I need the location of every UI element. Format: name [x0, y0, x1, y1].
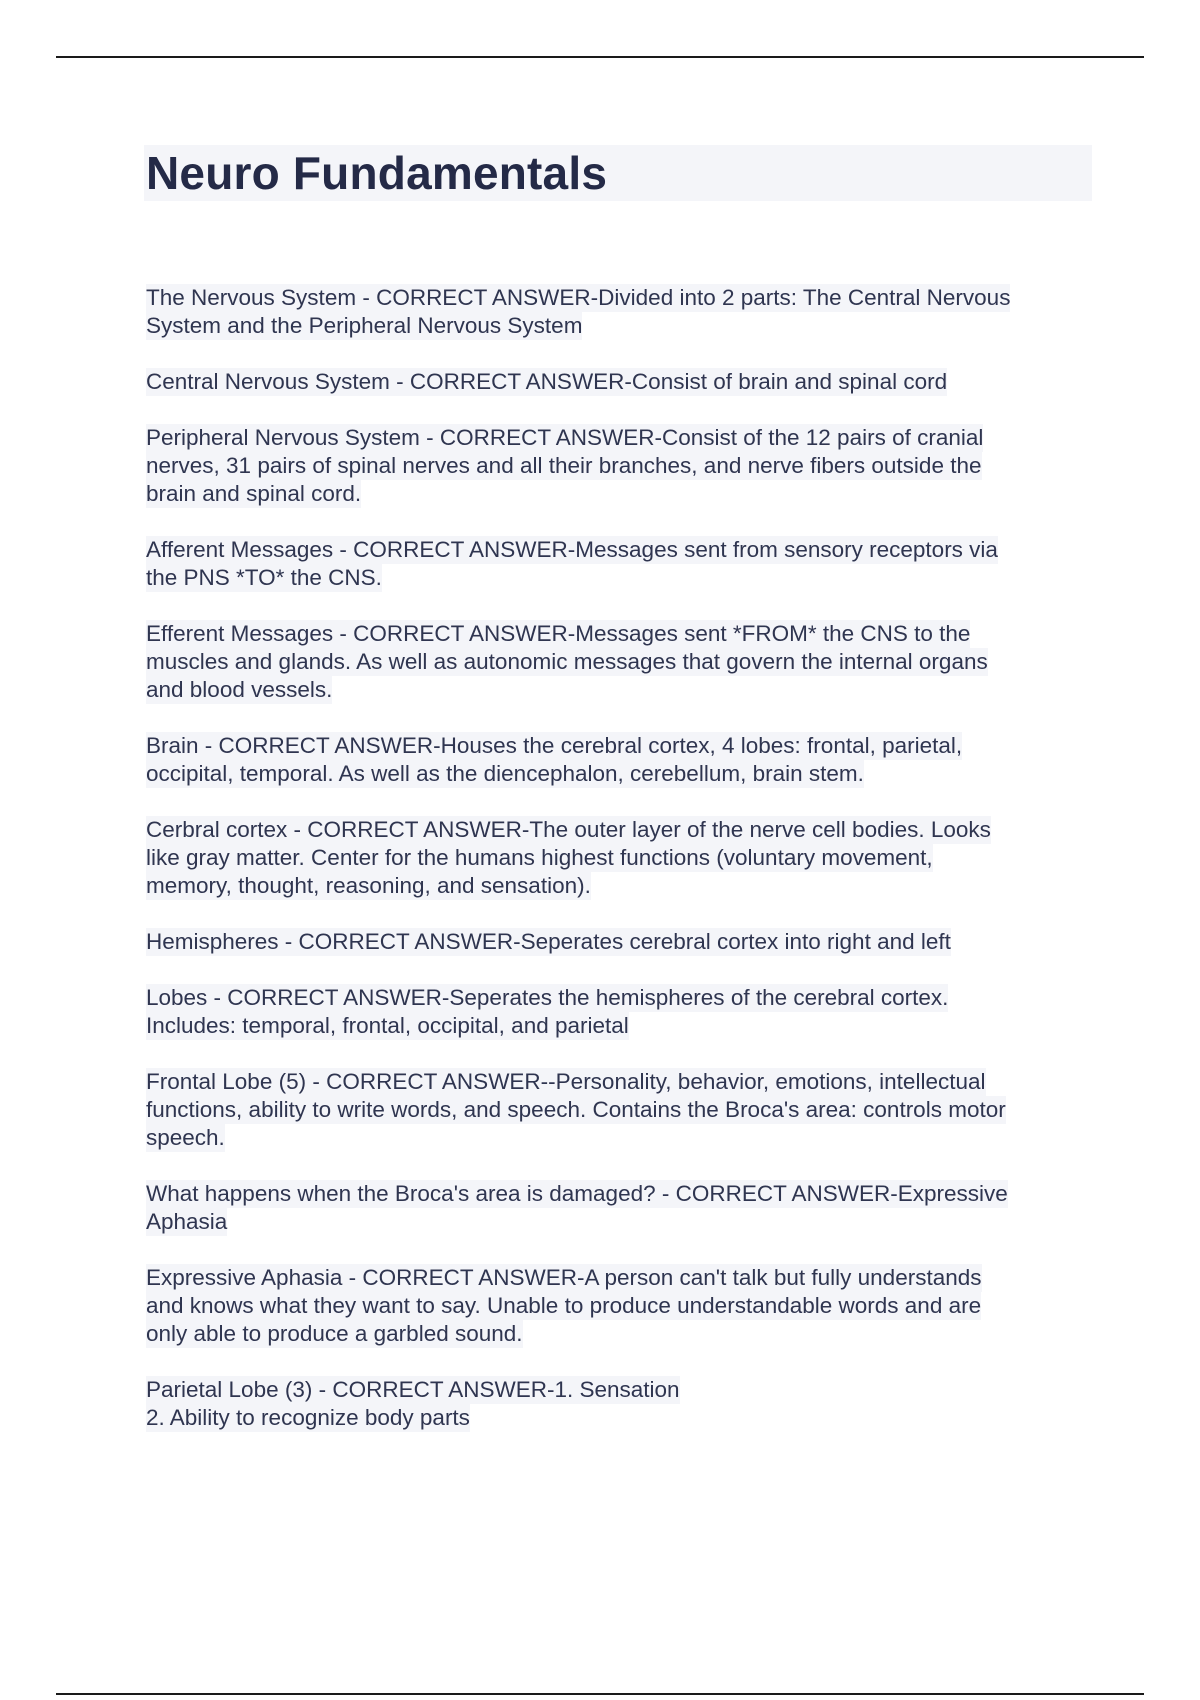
entry-line-wrap	[146, 368, 1106, 396]
flashcard-entry	[146, 1068, 1106, 1152]
entry-line: Includes: temporal, frontal, occipital, and parietal	[146, 1013, 629, 1038]
flashcard-entry	[146, 424, 1106, 508]
entry-line-wrap	[146, 1320, 1106, 1348]
flashcard-entry	[146, 620, 1106, 704]
entry-line: The Nervous System - CORRECT ANSWER-Divided into 2 parts: The Central Nervous	[146, 285, 1011, 310]
entry-line-wrap	[146, 1068, 1106, 1096]
entry-line: nerves, 31 pairs of spinal nerves and all their branches, and nerve fibers outside the	[146, 453, 982, 478]
entry-line-wrap	[146, 284, 1106, 312]
entry-line-wrap	[146, 1376, 1106, 1404]
entry-line-wrap	[146, 928, 1106, 956]
flashcard-entry	[146, 1180, 1106, 1236]
entry-line: and blood vessels.	[146, 677, 333, 702]
entry-line: System and the Peripheral Nervous System	[146, 313, 583, 338]
flashcard-entry	[146, 284, 1106, 340]
entry-line: Peripheral Nervous System - CORRECT ANSWER-Consist of the 12 pairs of cranial	[146, 425, 984, 450]
entry-line: Lobes - CORRECT ANSWER-Seperates the hemispheres of the cerebral cortex.	[146, 985, 949, 1010]
entry-line-wrap	[146, 536, 1106, 564]
entry-line: Central Nervous System - CORRECT ANSWER-Consist of brain and spinal cord	[146, 369, 948, 394]
flashcard-entry	[146, 1264, 1106, 1348]
entry-line-wrap	[146, 480, 1106, 508]
flashcard-entry	[146, 1376, 1106, 1432]
entry-line: Cerbral cortex - CORRECT ANSWER-The outer layer of the nerve cell bodies. Looks	[146, 817, 991, 842]
entry-line: Afferent Messages - CORRECT ANSWER-Messages sent from sensory receptors via	[146, 537, 998, 562]
flashcard-list	[146, 284, 1106, 1460]
entry-line: only able to produce a garbled sound.	[146, 1321, 523, 1346]
entry-line-wrap	[146, 676, 1106, 704]
entry-line: functions, ability to write words, and speech. Contains the Broca's area: controls motor	[146, 1097, 1006, 1122]
entry-line: What happens when the Broca's area is damaged? - CORRECT ANSWER-Expressive	[146, 1181, 1008, 1206]
entry-line-wrap	[146, 1096, 1106, 1124]
entry-line: the PNS *TO* the CNS.	[146, 565, 382, 590]
entry-line: 2. Ability to recognize body parts	[146, 1405, 470, 1430]
entry-line-wrap	[146, 1292, 1106, 1320]
entry-line-wrap	[146, 844, 1106, 872]
entry-line: Expressive Aphasia - CORRECT ANSWER-A person can't talk but fully understands	[146, 1265, 982, 1290]
entry-line: Aphasia	[146, 1209, 228, 1234]
entry-line-wrap	[146, 760, 1106, 788]
entry-line: Efferent Messages - CORRECT ANSWER-Messages sent *FROM* the CNS to the	[146, 621, 971, 646]
entry-line: and knows what they want to say. Unable to produce understandable words and are	[146, 1293, 982, 1318]
entry-line-wrap	[146, 1180, 1106, 1208]
bottom-rule	[56, 1693, 1144, 1695]
entry-line-wrap	[146, 648, 1106, 676]
entry-line: Hemispheres - CORRECT ANSWER-Seperates cerebral cortex into right and left	[146, 929, 951, 954]
entry-line: speech.	[146, 1125, 225, 1150]
entry-line-wrap	[146, 452, 1106, 480]
entry-line-wrap	[146, 1208, 1106, 1236]
entry-line: occipital, temporal. As well as the diencephalon, cerebellum, brain stem.	[146, 761, 864, 786]
entry-line: brain and spinal cord.	[146, 481, 362, 506]
flashcard-entry	[146, 816, 1106, 900]
entry-line: memory, thought, reasoning, and sensation).	[146, 873, 591, 898]
entry-line-wrap	[146, 872, 1106, 900]
entry-line-wrap	[146, 816, 1106, 844]
entry-line: muscles and glands. As well as autonomic messages that govern the internal organs	[146, 649, 988, 674]
flashcard-entry	[146, 368, 1106, 396]
entry-line: Brain - CORRECT ANSWER-Houses the cerebral cortex, 4 lobes: frontal, parietal,	[146, 733, 963, 758]
page-title: Neuro Fundamentals	[146, 147, 608, 199]
entry-line: Frontal Lobe (5) - CORRECT ANSWER--Personality, behavior, emotions, intellectual	[146, 1069, 986, 1094]
entry-line-wrap	[146, 564, 1106, 592]
entry-line: Parietal Lobe (3) - CORRECT ANSWER-1. Sensation	[146, 1377, 680, 1402]
top-rule	[56, 56, 1144, 58]
entry-line-wrap	[146, 620, 1106, 648]
flashcard-entry	[146, 984, 1106, 1040]
flashcard-entry	[146, 732, 1106, 788]
entry-line: like gray matter. Center for the humans highest functions (voluntary movement,	[146, 845, 933, 870]
flashcard-entry	[146, 928, 1106, 956]
entry-line-wrap	[146, 1012, 1106, 1040]
entry-line-wrap	[146, 1124, 1106, 1152]
entry-line-wrap	[146, 424, 1106, 452]
entry-line-wrap	[146, 312, 1106, 340]
flashcard-entry	[146, 536, 1106, 592]
entry-line-wrap	[146, 732, 1106, 760]
entry-line-wrap	[146, 984, 1106, 1012]
entry-line-wrap	[146, 1264, 1106, 1292]
entry-line-wrap	[146, 1404, 1106, 1432]
